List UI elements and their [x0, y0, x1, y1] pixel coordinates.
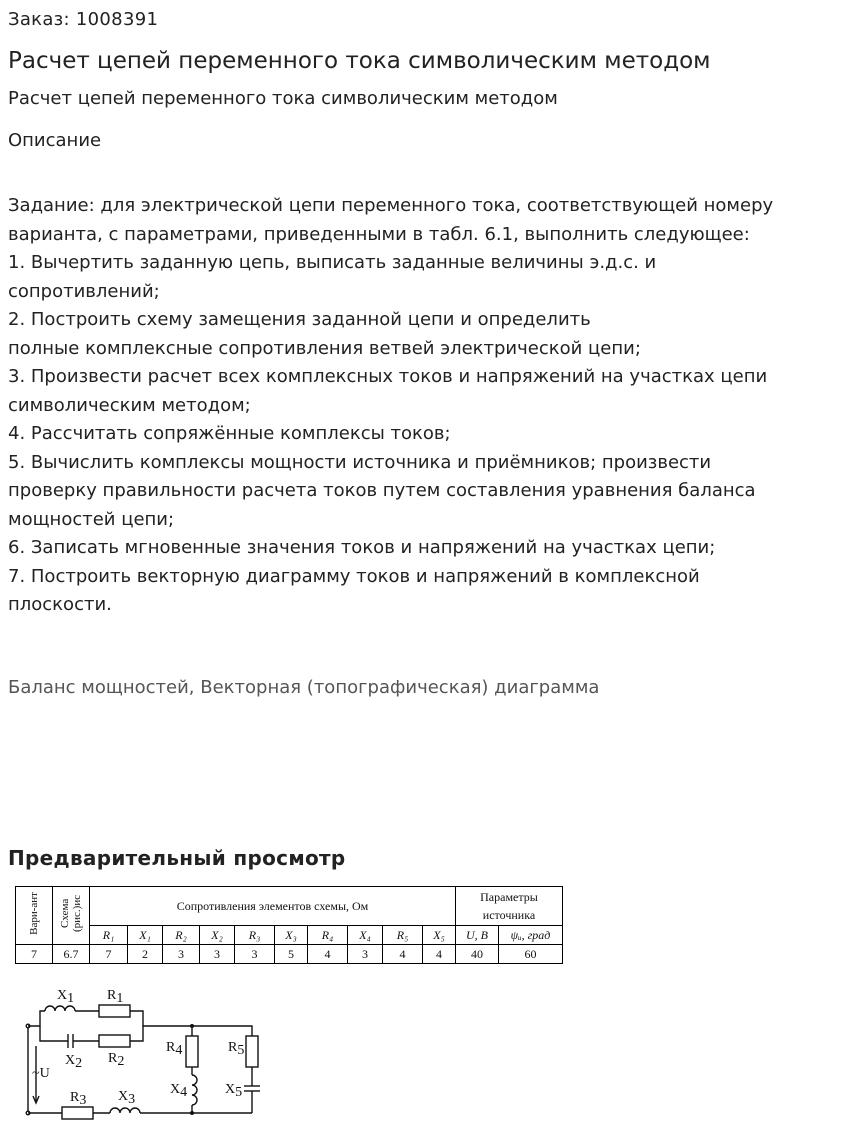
table-cell: 3 [235, 945, 275, 964]
table-cell: 5 [275, 945, 308, 964]
table-cell: 6.7 [53, 945, 90, 964]
resistor-r2 [99, 1035, 130, 1047]
table-cell: 3 [200, 945, 235, 964]
task-line: 2. Построить схему замещения заданной цепи и определить [8, 309, 591, 330]
table-cell: 3 [163, 945, 200, 964]
task-line: символическим методом; [8, 394, 251, 416]
resistor-r4 [186, 1036, 198, 1067]
col-r4: R₄ [308, 926, 348, 945]
col-x3: X₃ [275, 926, 308, 945]
page-title: Расчет цепей переменного тока символическим методом [8, 48, 711, 74]
node [190, 1111, 194, 1115]
inductor-x3 [110, 1108, 140, 1113]
resistor-r3 [62, 1107, 93, 1119]
preview-heading: Предварительный просмотр [8, 846, 346, 870]
task-line: мощностей цепи; [8, 508, 175, 530]
description-heading: Описание [8, 130, 102, 151]
table-subheader-row [16, 926, 563, 945]
resistor-r5 [246, 1036, 258, 1067]
col-u: U, В [456, 926, 499, 945]
label-x1: X1 [57, 988, 75, 1006]
task-line: 4. Рассчитать сопряжённые комплексы токов; [8, 423, 451, 444]
table-cell: 7 [16, 945, 53, 964]
label-x3: X3 [118, 1089, 136, 1107]
task-line: 7. Построить векторную диаграмму токов и напряжений в комплексной [8, 565, 700, 587]
table-cell: 3 [348, 945, 383, 964]
wire [40, 1026, 68, 1041]
page-subtitle: Расчет цепей переменного тока символическим методом [8, 88, 558, 109]
label-x5: X5 [225, 1082, 243, 1100]
col-r2: R₂ [163, 926, 200, 945]
inductor-x4 [192, 1075, 197, 1105]
parameters-table [15, 886, 563, 964]
variant-header: Вари-ант [16, 887, 53, 945]
label-r5: R5 [228, 1040, 245, 1058]
resistances-header: Сопротивления элементов схемы, Ом [90, 887, 456, 926]
col-r1: R₁ [90, 926, 128, 945]
label-r3: R3 [70, 1090, 87, 1108]
table-cell: 4 [423, 945, 456, 964]
wire [28, 1011, 45, 1026]
label-r2: R2 [108, 1051, 125, 1069]
col-r3: R₃ [235, 926, 275, 945]
task-line: варианта, с параметрами, приведенными в табл. 6.1, выполнить следующее: [8, 223, 750, 245]
task-line: 1. Вычертить заданную цепь, выписать заданные величины э.д.с. и [8, 252, 657, 273]
circuit-diagram [20, 982, 270, 1127]
col-r5: R₅ [383, 926, 423, 945]
col-x4: X₄ [348, 926, 383, 945]
label-source: ~U [32, 1066, 50, 1081]
task-description [8, 192, 838, 620]
table-cell: 2 [128, 945, 163, 964]
task-line: 3. Произвести расчет всех комплексных токов и напряжений на участках цепи [8, 366, 768, 387]
col-x2: X₂ [200, 926, 235, 945]
task-line: Задание: для электрической цепи переменного тока, соответствующей номеру [8, 195, 774, 216]
label-r1: R1 [107, 988, 124, 1006]
table-cell: 7 [90, 945, 128, 964]
label-x2: X2 [65, 1053, 83, 1071]
task-line: сопротивлений; [8, 280, 160, 302]
table-row [16, 945, 563, 964]
col-x1: X₁ [128, 926, 163, 945]
tags: Баланс мощностей, Векторная (топографическая) диаграмма [8, 677, 600, 698]
table-header-row [16, 887, 563, 926]
source-header: Параметры источника [456, 887, 563, 926]
scheme-header: Схема (рис.)ис [53, 887, 90, 945]
table-cell: 60 [499, 945, 563, 964]
inductor-x1 [45, 1006, 75, 1011]
node [190, 1024, 194, 1028]
label-x4: X4 [170, 1082, 188, 1100]
resistor-r1 [99, 1005, 130, 1017]
wire [130, 1026, 252, 1041]
task-line: 5. Вычислить комплексы мощности источника и приёмников; произвести [8, 451, 712, 473]
wire [130, 1011, 143, 1026]
order-number: Заказ: 1008391 [8, 9, 159, 30]
task-line: полные комплексные сопротивления ветвей электрической цепи; [8, 337, 641, 359]
table-cell: 4 [383, 945, 423, 964]
task-line: плоскости. [8, 594, 112, 615]
task-line: проверку правильности расчета токов путем составления уравнения баланса [8, 480, 756, 501]
task-line: 6. Записать мгновенные значения токов и напряжений на участках цепи; [8, 537, 716, 558]
label-r4: R4 [166, 1040, 183, 1058]
col-x5: X₅ [423, 926, 456, 945]
table-cell: 40 [456, 945, 499, 964]
table-cell: 4 [308, 945, 348, 964]
col-psi: ψᵤ, град [499, 926, 563, 945]
